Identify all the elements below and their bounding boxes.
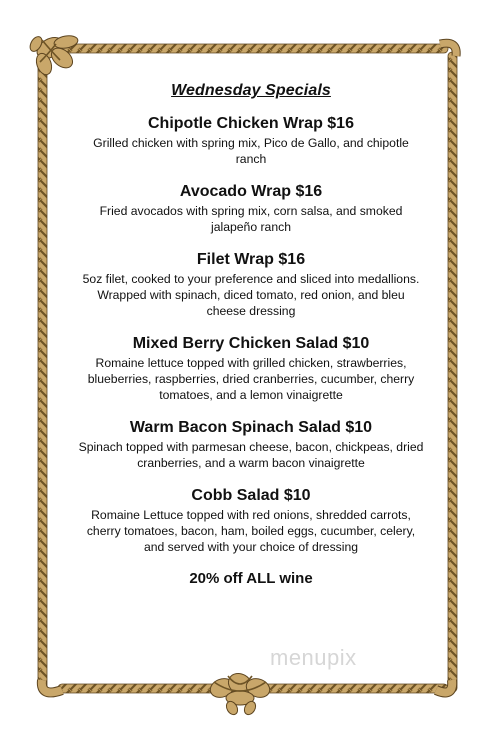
menu-item [78, 418, 424, 471]
menu-item [78, 334, 424, 403]
menu-item-name: Mixed Berry Chicken Salad $10 [132, 335, 370, 352]
menu-item-description: 5oz filet, cooked to your preference and sliced into medallions. Wrapped with spinach, diced tomato, red onion, and bleu cheese dressing [82, 272, 420, 318]
menu-item-name: Avocado Wrap $16 [179, 183, 323, 200]
menu-item-name: Filet Wrap $16 [196, 251, 306, 268]
knot-bottom-center [208, 669, 273, 716]
menu-item-name: Warm Bacon Spinach Salad $10 [129, 419, 373, 436]
menu-item-description: Romaine Lettuce topped with red onions, shredded carrots, cherry tomatoes, bacon, ham, boiled eggs, cucumber, celery, and served with your choice of dressing [86, 508, 416, 554]
knot-bottom-left [42, 680, 62, 692]
menu-item-name: Cobb Salad $10 [191, 487, 311, 504]
menu-item-description: Romaine lettuce topped with grilled chicken, strawberries, blueberries, raspberries, dried cranberries, cucumber, cherry tomatoes, and a lemon vinaigrette [87, 356, 415, 402]
menu-item-description: Grilled chicken with spring mix, Pico de Gallo, and chipotle ranch [93, 136, 409, 166]
menu-item [78, 250, 424, 319]
menu-content [78, 82, 424, 587]
menu-item-description: Spinach topped with parmesan cheese, bacon, chickpeas, dried cranberries, and a warm bacon vinaigrette [78, 440, 424, 470]
promo-text: 20% off ALL wine [189, 570, 313, 587]
knot-top-left [28, 33, 79, 77]
menu-item [78, 182, 424, 235]
menu-title: Wednesday Specials [171, 82, 331, 99]
menu-item-description: Fried avocados with spring mix, corn salsa, and smoked jalapeño ranch [99, 204, 403, 234]
watermark: menupix [270, 645, 357, 670]
menu-item-name: Chipotle Chicken Wrap $16 [148, 115, 354, 132]
menu-item [78, 114, 424, 167]
menu-item [78, 486, 424, 555]
